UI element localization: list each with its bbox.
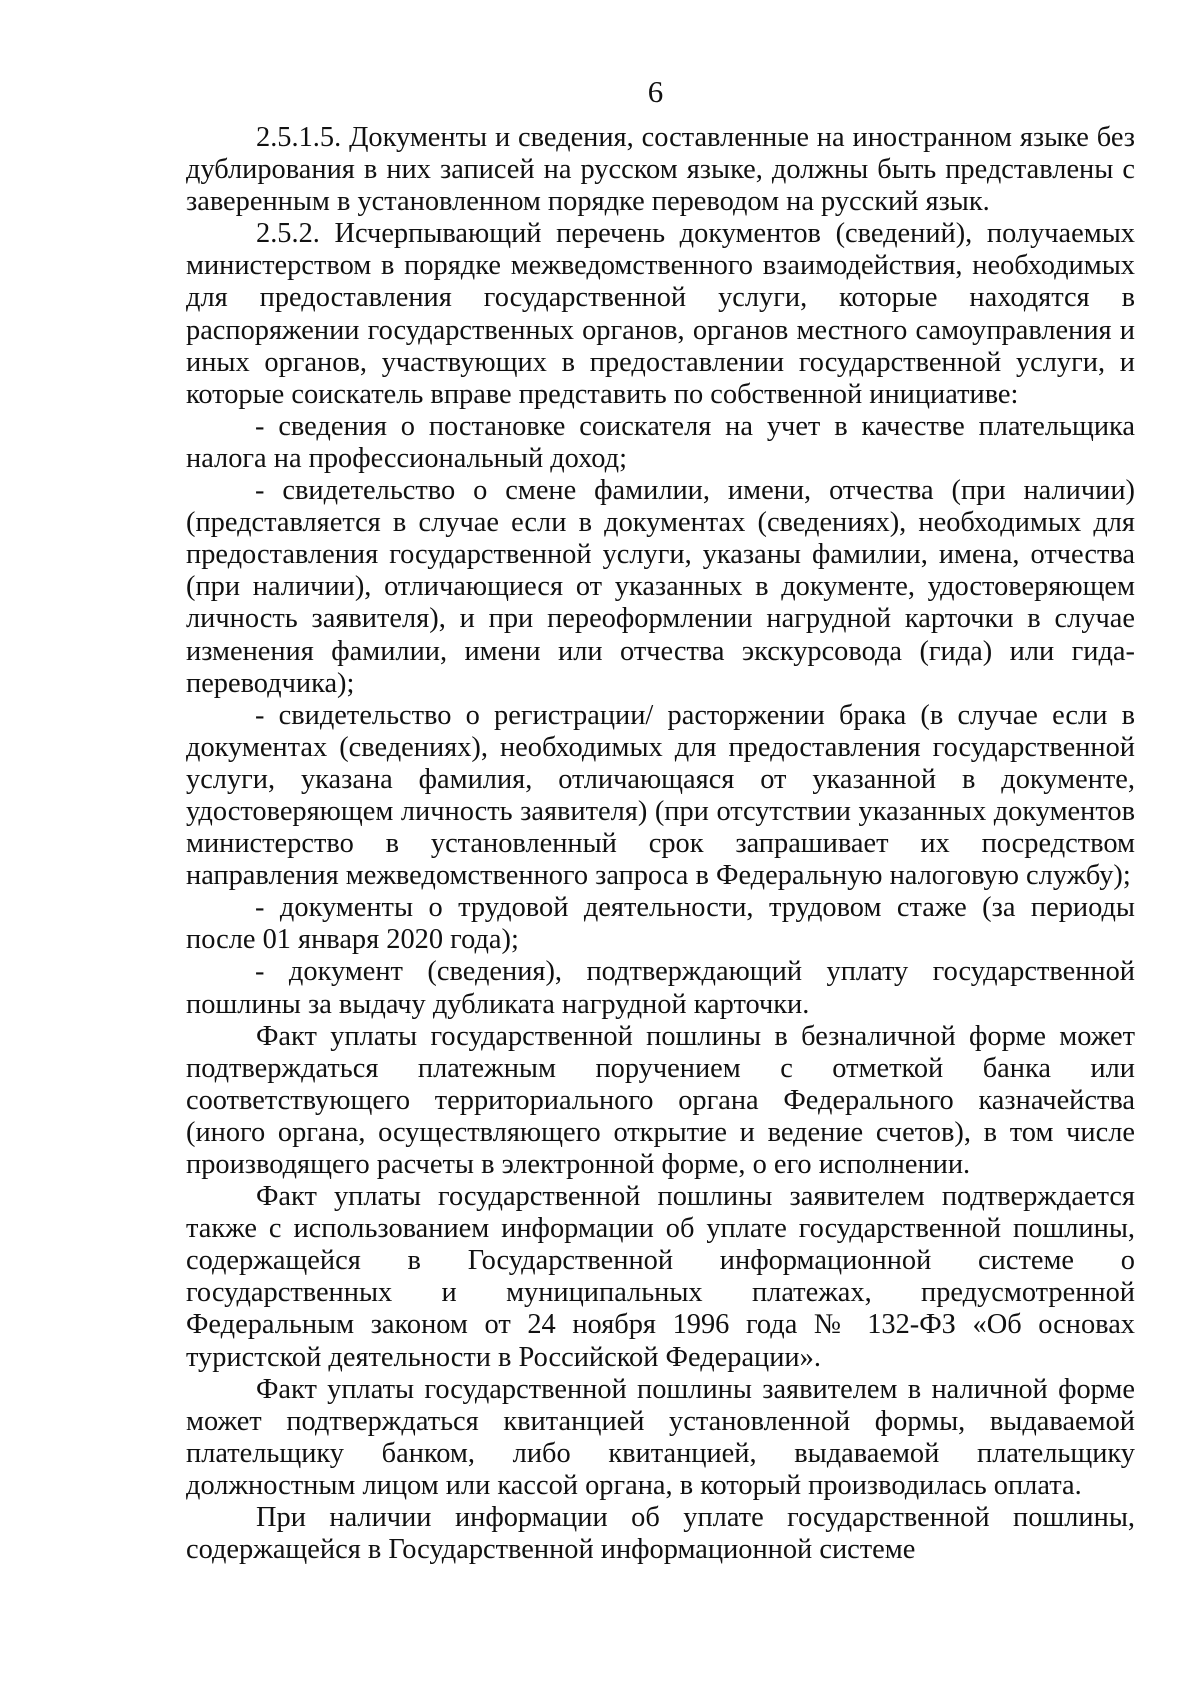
paragraph-cashless-payment: Факт уплаты государственной пошлины в безналичной форме может подтверждаться платежным поручением с отметкой банка или соответствующего территориального органа Федерального казначейства (иного органа, осуществляющего открытие и ведение счетов), в том числе производящего расчеты в электронной форме, о его исполнении. [186,1020,1135,1180]
paragraph-gis-payment-info: Факт уплаты государственной пошлины заявителем подтверждается также с использованием информации об уплате государственной пошлины, содержащейся в Государственной информационной системе о государственных и муниципальных платежах, предусмотренной Федеральным законом от 24 ноября 1996 года № 132-ФЗ «Об основах туристской деятельности в Российской Федерации». [186,1181,1135,1373]
paragraph-payment-info-available: При наличии информации об уплате государственной пошлины, содержащейся в Государственной информационной системе [186,1502,1135,1566]
list-item-fee-payment-document: - документ (сведения), подтверждающий уплату государственной пошлины за выдачу дубликата нагрудной карточки. [186,956,1135,1020]
paragraph-cash-payment: Факт уплаты государственной пошлины заявителем в наличной форме может подтверждаться квитанцией установленной формы, выдаваемой плательщику банком, либо квитанцией, выдаваемой плательщику должностным лицом или кассой органа, в который производилась оплата. [186,1373,1135,1501]
list-item-employment-records: - документы о трудовой деятельности, трудовом стаже (за периоды после 01 января 2020 года); [186,892,1135,956]
list-item-tax-registration: - сведения о постановке соискателя на учет в качестве плательщика налога на профессиональный доход; [186,410,1135,474]
paragraph-2-5-2: 2.5.2. Исчерпывающий перечень документов (сведений), получаемых министерством в порядке межведомственного взаимодействия, необходимых для предоставления государственной услуги, которые находятся в распоряжении государственных органов, органов местного самоуправления и иных органов, участвующих в предоставлении государственной услуги, и которые соискатель вправе представить по собственной инициативе: [186,218,1135,410]
document-body [186,122,1135,1566]
paragraph-2-5-1-5: 2.5.1.5. Документы и сведения, составленные на иностранном языке без дублирования в них записей на русском языке, должны быть представлены с заверенным в установленном порядке переводом на русский язык. [186,122,1135,218]
page-number: 6 [647,74,664,109]
list-item-name-change-certificate: - свидетельство о смене фамилии, имени, отчества (при наличии) (представляется в случае если в документах (сведениях), необходимых для предоставления государственной услуги, указаны фамилии, имена, отчества (при наличии), отличающиеся от указанных в документе, удостоверяющем личность заявителя), и при переоформлении нагрудной карточки в случае изменения фамилии, имени или отчества экскурсовода (гида) или гида-переводчика); [186,475,1135,699]
list-item-marriage-certificate: - свидетельство о регистрации/ расторжении брака (в случае если в документах (сведениях), необходимых для предоставления государственной услуги, указана фамилия, отличающаяся от указанной в документе, удостоверяющем личность заявителя) (при отсутствии указанных документов министерство в установленный срок запрашивает их посредством направления межведомственного запроса в Федеральную налоговую службу); [186,699,1135,892]
